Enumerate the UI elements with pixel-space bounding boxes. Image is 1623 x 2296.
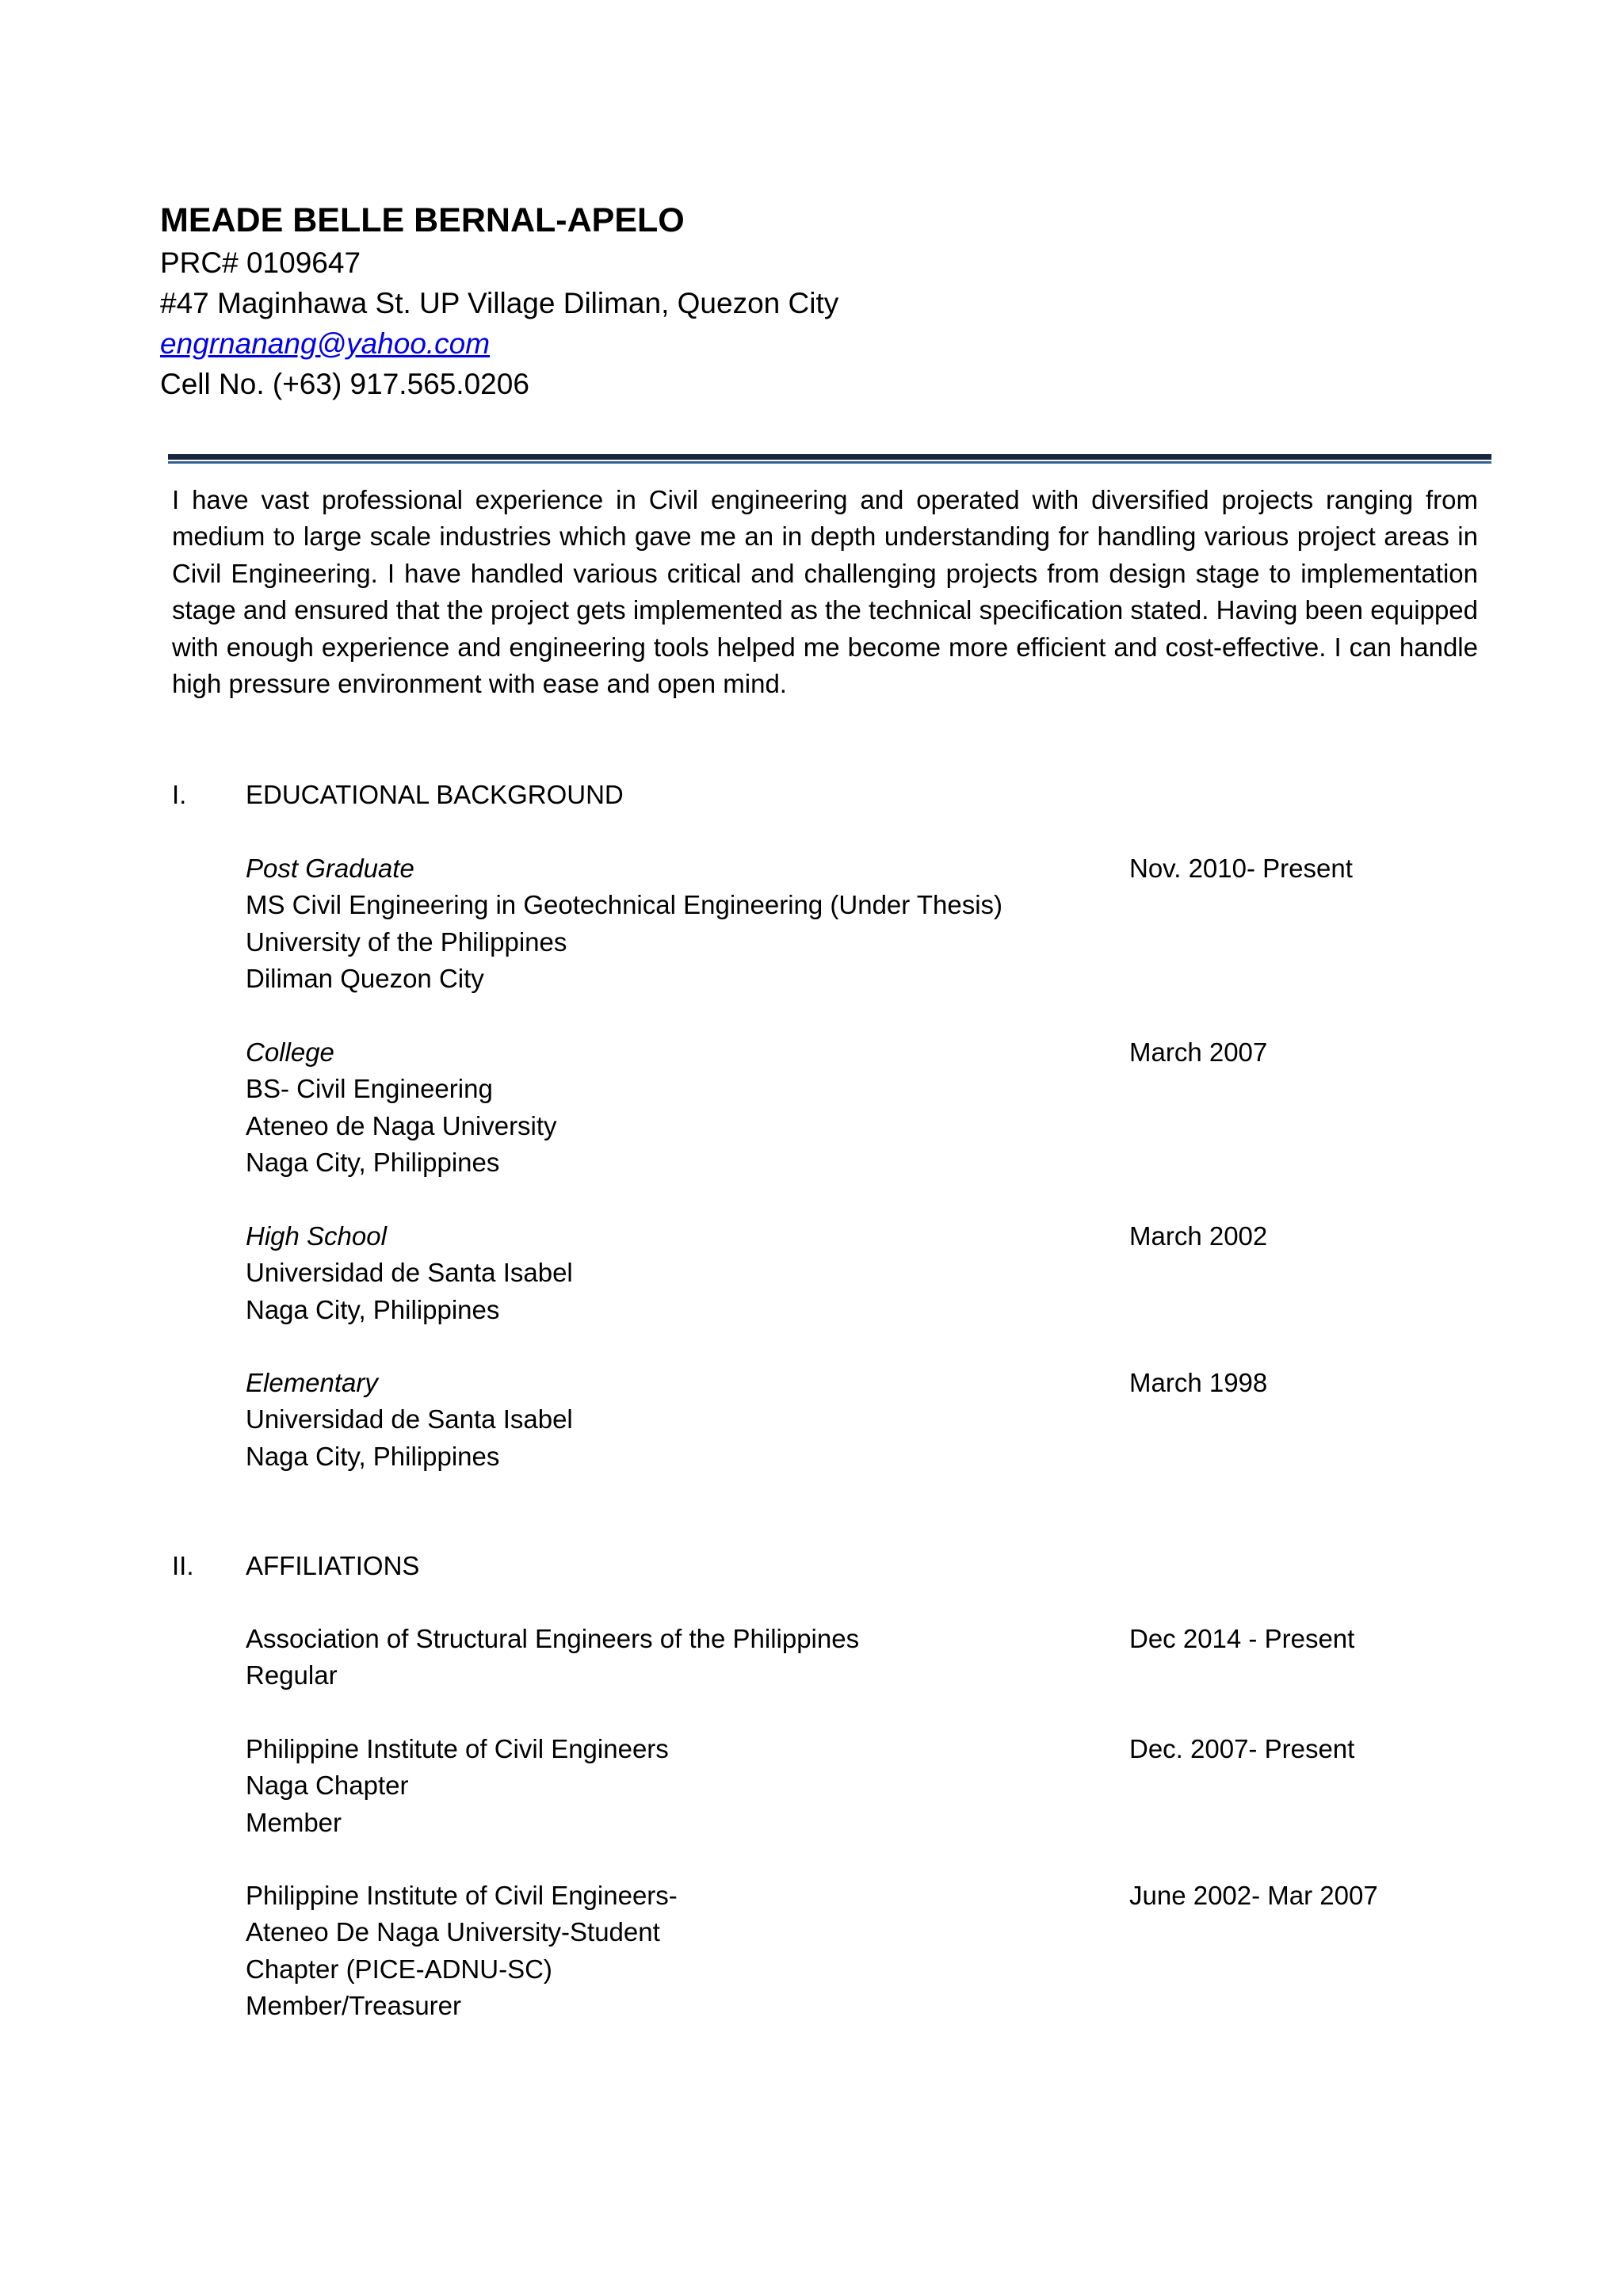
header-divider	[168, 454, 1491, 460]
cell-number: Cell No. (+63) 917.565.0206	[160, 368, 529, 400]
entry-line: Universidad de Santa Isabel	[246, 1404, 573, 1435]
section-title: AFFILIATIONS	[246, 1551, 420, 1580]
email-link[interactable]: engrnanang@yahoo.com	[160, 327, 491, 360]
education-level: College	[246, 1037, 334, 1067]
contact-header	[160, 198, 1507, 404]
entry-date: March 2007	[1129, 1037, 1268, 1067]
education-level: Elementary	[246, 1368, 378, 1397]
entry-line: Diliman Quezon City	[246, 964, 484, 994]
professional-summary: I have vast professional experience in Civil engineering and operated with diversified projects ranging from medium to large scale industries which gave me an in depth understanding for handling various project areas in Civil Engineering. I have handled various critical and challenging projects from design stage to implementation stage and ensured that the project gets implemented as the technical specification stated. Having been equipped with enough experience and engineering tools helped me become more efficient and cost-effective. I can handle high pressure environment with ease and open mind.	[172, 485, 1478, 699]
entry-line: Naga City, Philippines	[246, 1294, 500, 1324]
entry-line: Naga City, Philippines	[246, 1441, 500, 1471]
education-entry	[246, 850, 1482, 998]
entry-line: Regular	[246, 1660, 338, 1690]
entry-line: Ateneo de Naga University	[246, 1110, 557, 1140]
entry-line: Naga Chapter	[246, 1771, 409, 1801]
education-entry	[246, 1218, 1482, 1328]
education-entry	[246, 1034, 1482, 1182]
education-entry	[246, 1365, 1482, 1475]
entry-line: University of the Philippines	[246, 926, 567, 957]
entry-line: Chapter (PICE-ADNU-SC)	[246, 1954, 552, 1984]
section-title: EDUCATIONAL BACKGROUND	[246, 780, 624, 809]
entry-date: March 2002	[1129, 1221, 1268, 1251]
section-number: I.	[172, 780, 187, 809]
entry-line: MS Civil Engineering in Geotechnical Engineering (Under Thesis)	[246, 890, 1003, 920]
entry-line: Ateneo De Naga University-Student	[246, 1917, 660, 1947]
entry-date: Nov. 2010- Present	[1129, 854, 1353, 883]
education-level: Post Graduate	[246, 854, 414, 883]
applicant-name: MEADE BELLE BERNAL-APELO	[160, 201, 685, 239]
entry-line: Member	[246, 1807, 342, 1837]
entry-date: June 2002- Mar 2007	[1129, 1881, 1378, 1910]
affiliation-entry	[246, 1731, 1482, 1841]
entry-line: Philippine Institute of Civil Engineers	[246, 1734, 669, 1763]
entry-line: Philippine Institute of Civil Engineers-	[246, 1881, 678, 1910]
entry-date: March 1998	[1129, 1368, 1268, 1397]
entry-line: BS- Civil Engineering	[246, 1074, 493, 1104]
header-divider-accent	[168, 461, 1491, 464]
home-address: #47 Maginhawa St. UP Village Diliman, Quezon City	[160, 287, 839, 319]
entry-line: Member/Treasurer	[246, 1991, 462, 2021]
section-number: II.	[172, 1551, 194, 1580]
affiliation-entry	[246, 1878, 1482, 2025]
entry-line: Naga City, Philippines	[246, 1148, 500, 1178]
affiliation-entry	[246, 1621, 1482, 1694]
entry-line: Universidad de Santa Isabel	[246, 1258, 573, 1288]
entry-date: Dec 2014 - Present	[1129, 1624, 1355, 1653]
education-level: High School	[246, 1221, 387, 1251]
entry-date: Dec. 2007- Present	[1129, 1734, 1355, 1763]
prc-number: PRC# 0109647	[160, 246, 361, 279]
entry-line: Association of Structural Engineers of the Philippines	[246, 1624, 860, 1653]
